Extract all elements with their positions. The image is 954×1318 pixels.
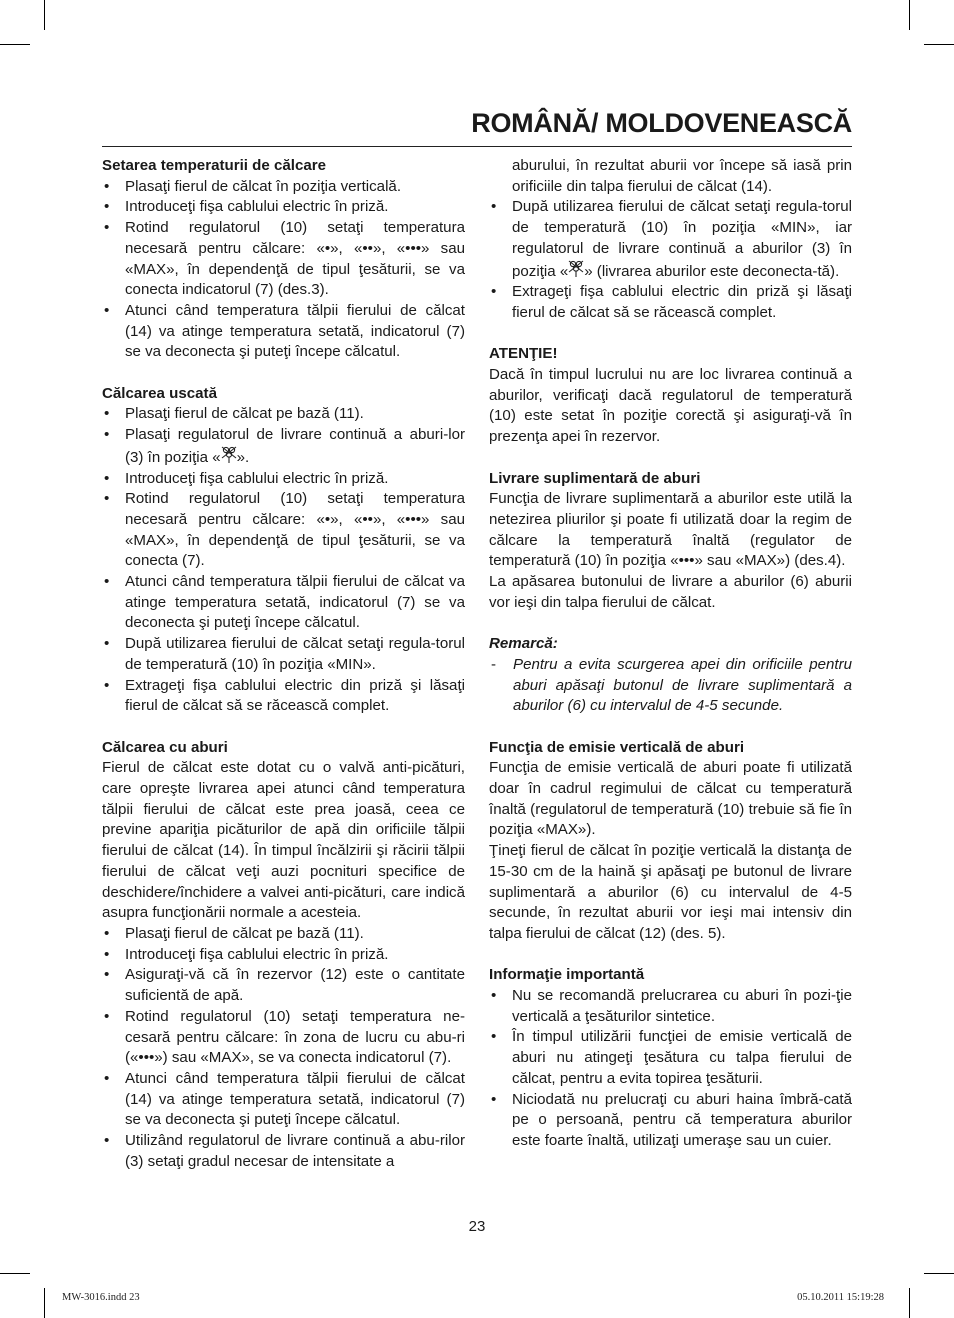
list-item: • Atunci când temperatura tălpii fierului de călcat (14) va atinge temperatura setată, indicatorul (7) se va deconecta şi puteţi începe călcatul. [102,1069,465,1131]
crop-mark [0,44,30,45]
section-heading: Livrare suplimentară de aburi [489,469,701,487]
crop-mark [909,1288,910,1318]
bullet-list [102,924,465,1172]
footer-date: 05.10.2011 15:19:28 [797,1292,884,1303]
title-rule [102,146,852,147]
list-item: • Plasaţi fierul de călcat în poziţia verticală. [102,177,465,198]
bullet-list [489,197,852,323]
right-column [489,156,852,1152]
section-heading: Călcarea cu aburi [102,738,228,756]
page-title: ROMÂNĂ/ MOLDOVENEASCĂ [471,108,852,138]
list-item: • Rotind regulatorul (10) setaţi temperatura necesară pentru călcare: «•», «••», «•••» sau «MAX», în dependenţă de tipul ţesăturii, se va conecta indicatorul (7) (des.3). [102,218,465,301]
continued-text: aburului, în rezultat aburii vor începe să iasă prin orificiile din talpa fierului de călcat (14). [512,157,852,195]
list-item: • Atunci când temperatura tălpii fierului de călcat (14) va atinge temperatura setată, indicatorul (7) se va deconecta şi puteţi începe călcatul. [102,301,465,363]
section-heading: Setarea temperaturii de călcare [102,157,327,174]
list-item: • În timpul utilizării funcţiei de emisie verticală de aburi nu atingeţi ţesătura cu talpa fierului de călcat, pentru a evita topirea ţesăturii. [489,1027,852,1089]
bullet-list [102,177,465,363]
list-item: • Introduceţi fişa cablului electric în priză. [102,469,465,490]
paragraph: Funcţia de emisie verticală de aburi poate fi utilizată doar în cadrul regimului de călcat cu temperatură înaltă (regulatorul de temperatură (10) trebuie să fie în poziţia «MAX»). [489,759,852,839]
crop-mark [44,0,45,30]
bullet-list [489,986,852,1152]
list-item: • Plasaţi regulatorul de livrare continuă a aburi-lor (3) în poziţia « ». [102,425,465,468]
paragraph: Fierul de călcat este dotat cu o valvă anti-picături, care opreşte livrarea apei atunci când temperatura tălpii fierului de călcat este prea joasă, ceea ce previne apariţia picăturilor de apă din orificiile tălpii fierului de călcat (14). În timpul încălzirii şi răcirii tălpii fierului de călcat veţi auzi pocnituri specifice de deschidere/închidere a valvei anti-picături, care indică asupra funcţionării normale a acesteia. [102,759,465,922]
list-item: • Nu se recomandă prelucrarea cu aburi în pozi-ţie verticală a ţesăturilor sintetice. [489,986,852,1027]
crop-mark [924,1273,954,1274]
left-column [102,156,465,1172]
list-item: • Rotind regulatorul (10) setaţi temperatura ne-cesară pentru călcare: în zona de lucru cu abu-ri («•••») sau «MAX», se va conecta indicatorul (7). [102,1007,465,1069]
section-heading: Funcţia de emisie verticală de aburi [489,738,745,756]
footer-file: MW-3016.indd 23 [62,1292,140,1303]
paragraph: Ţineţi fierul de călcat în poziţie verticală la distanţa de 15-30 cm de la haină şi apăsaţi pe butonul de livrare suplimentară a aburilor (6) cu intervalul de 4-5 secunde, în rezultat aburii vor ieşi mai intensiv din talpa fierului de călcat (12) (des. 5). [489,842,852,942]
bullet-list [102,404,465,717]
list-item: • Asiguraţi-vă că în rezervor (12) este o cantitate suficientă de apă. [102,965,465,1006]
list-item: • Plasaţi fierul de călcat pe bază (11). [102,924,465,945]
crop-mark [0,1273,30,1274]
list-item: • Utilizând regulatorul de livrare continuă a abu-rilor (3) setaţi gradul necesar de intensitate a [102,1131,465,1172]
list-item: • Introduceţi fişa cablului electric în priză. [102,945,465,966]
list-item: • Introduceţi fişa cablului electric în priză. [102,197,465,218]
crop-mark [924,44,954,45]
list-item: • După utilizarea fierului de călcat setaţi regula-torul de temperatură (10) în poziţia «MIN», iar regulatorul de livrare continuă a aburilor (3) în poziţia « » (livrarea aburilor este deconecta-tă). [489,197,852,282]
list-item: • Plasaţi fierul de călcat pe bază (11). [102,404,465,425]
crop-mark [44,1288,45,1318]
paragraph: Funcţia de livrare suplimentară a aburilor este utilă la netezirea pliurilor şi poate fi utilizată doar la regim de călcare la temperatură înaltă (regulator de temperatură (10) în poziţia «•••» sau «MAX») (des.4). [489,490,852,570]
page-number: 23 [468,1218,486,1235]
section-heading: ATENŢIE! [489,345,558,363]
note-heading: Remarcă: [489,635,558,653]
no-steam-icon [568,260,584,278]
crop-mark [909,0,910,30]
no-steam-icon [221,446,237,464]
section-heading: Călcarea uscată [102,384,217,402]
dash-list [489,655,852,717]
list-item: • Rotind regulatorul (10) setaţi temperatura necesară pentru călcare: «•», «••», «•••» sau «MAX», în dependenţă de tipul ţesăturii, se va conecta (7). [102,489,465,572]
section-heading: Informaţie importantă [489,966,645,984]
list-item: • După utilizarea fierului de călcat setaţi regula-torul de temperatură (10) în poziţia «MIN». [102,634,465,675]
paragraph: Dacă în timpul lucrului nu are loc livrarea continuă a aburilor, verificaţi dacă regulatorul de temperatură (10) este setat în poziţie corectă şi asiguraţi-vă în prezenţa apei în rezervor. [489,366,852,446]
list-item: • Extrageţi fişa cablului electric din priză şi lăsaţi fierul de călcat să se răcească complet. [102,676,465,717]
list-item: • Niciodată nu prelucraţi cu aburi haina îmbră-cată pe o persoană, pentru că temperatura aburilor este foarte înaltă, utilizaţi umeraşe sau un cuier. [489,1090,852,1152]
list-item: - Pentru a evita scurgerea apei din orificiile pentru aburi apăsaţi butonul de livrare suplimentară a aburilor (6) cu intervalul de 4-5 secunde. [489,655,852,717]
paragraph: La apăsarea butonului de livrare a aburilor (6) aburii vor ieşi din talpa fierului de călcat. [489,573,852,611]
list-item: • Atunci când temperatura tălpii fierului de călcat va atinge temperatura setată, indicatorul (7) se va deconecta şi puteţi începe călcatul. [102,572,465,634]
list-item: • Extrageţi fişa cablului electric din priză şi lăsaţi fierul de călcat să se răcească complet. [489,282,852,323]
